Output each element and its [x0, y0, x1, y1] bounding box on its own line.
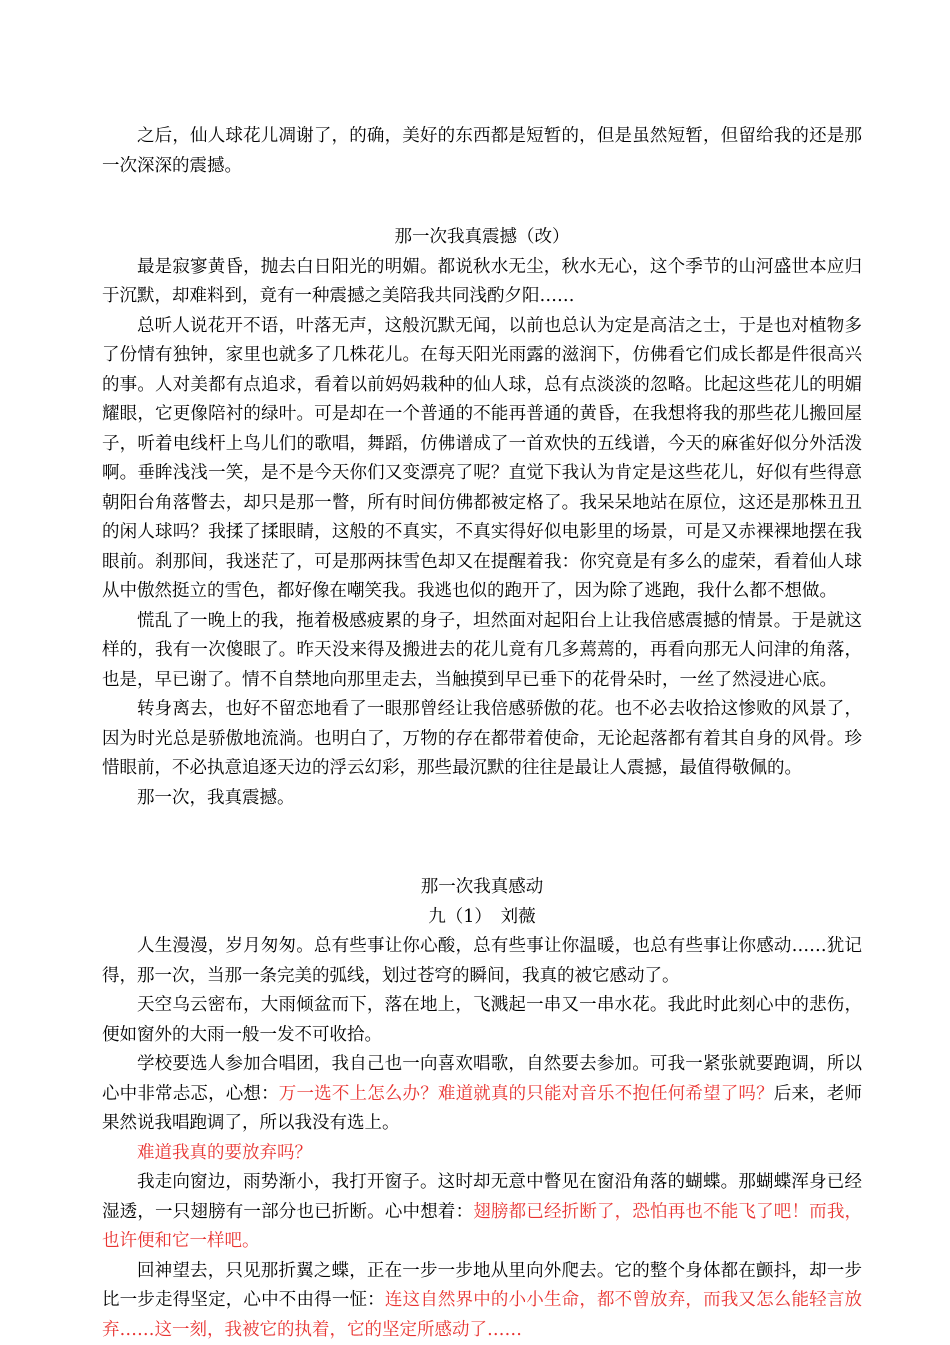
essay1-paragraph-3: 慌乱了一晚上的我，拖着极感疲累的身子，坦然面对起阳台上让我倍感震撼的情景。于是就这样的，我有一次傻眼了。昨天没来得及搬进去的花儿竟有几多蔫蔫的，再看向那无人问津的角落，也是，早已谢了。情不自禁地向那里走去，当触摸到早已垂下的花骨朵时，一丝了然浸进心底。: [102, 607, 862, 696]
section-gap: [102, 813, 862, 873]
highlighted-text: 连这自然界中的小小生命，都不曾放弃，而我又怎么能轻言放弃……这一刻，我被它的执着，它的坚定所感动了……: [102, 1290, 862, 1340]
essay1-paragraph-5: 那一次，我真震撼。: [102, 784, 862, 814]
continuation-paragraph: 之后，仙人球花儿凋谢了，的确，美好的东西都是短暂的，但是虽然短暂，但留给我的还是那一次深深的震撼。: [102, 122, 862, 181]
essay2-paragraph-1: 人生漫漫，岁月匆匆。总有些事让你心酸，总有些事让你温暖，也总有些事让你感动……犹记得，那一次，当那一条完美的弧线，划过苍穹的瞬间，我真的被它感动了。: [102, 932, 862, 991]
highlighted-text: 翅膀都已经折断了，恐怕再也不能飞了吧！而我，也许便和它一样吧。: [102, 1202, 862, 1252]
essay2-author: 九（1） 刘薇: [102, 903, 862, 933]
paragraph-text: 回神望去，只见那折翼之蝶，正在一步一步地从里向外爬去。它的整个身体都在颤抖，却一步比一步走得坚定，心中不由得一怔：: [102, 1261, 862, 1311]
essay1-paragraph-1: 最是寂寥黄昏，抛去白日阳光的明媚。都说秋水无尘，秋水无心，这个季节的山河盛世本应归于沉默，却难料到，竟有一种震撼之美陪我共同浅酌夕阳……: [102, 253, 862, 312]
essay2-paragraph-2: 天空乌云密布，大雨倾盆而下，落在地上，飞溅起一串又一串水花。我此时此刻心中的悲伤，便如窗外的大雨一般一发不可收拾。: [102, 991, 862, 1050]
essay2-paragraph-6: [102, 1257, 862, 1345]
section-gap: [102, 181, 862, 223]
highlighted-text: 万一选不上怎么办？难道就真的只能对音乐不抱任何希望了吗？: [279, 1084, 774, 1104]
essay1-paragraph-2: 总听人说花开不语，叶落无声，这般沉默无闻，以前也总认为定是高洁之士，于是也对植物多了份情有独钟，家里也就多了几株花儿。在每天阳光雨露的滋润下，仿佛看它们成长都是件很高兴的事。人对美都有点追求，看着以前妈妈栽种的仙人球，总有点淡淡的忽略。比起这些花儿的明媚耀眼，它更像陪衬的绿叶。可是却在一个普通的不能再普通的黄昏，在我想将我的那些花儿搬回屋子，听着电线杆上鸟儿们的歌唱，舞蹈，仿佛谱成了一首欢快的五线谱，今天的麻雀好似分外活泼啊。垂眸浅浅一笑，是不是今天你们又变漂亮了呢？直觉下我认为肯定是这些花儿，好似有些得意朝阳台角落瞥去，却只是那一瞥，所有时间仿佛都被定格了。我呆呆地站在原位，这还是那株丑丑的闲人球吗？我揉了揉眼睛，这般的不真实，不真实得好似电影里的场景，可是又赤裸裸地摆在我眼前。刹那间，我迷茫了，可是那两抹雪色却又在提醒着我：你究竟是有多么的虚荣，看着仙人球从中傲然挺立的雪色，都好像在嘲笑我。我逃也似的跑开了，因为除了逃跑，我什么都不想做。: [102, 312, 862, 607]
essay2-paragraph-3: [102, 1050, 862, 1139]
essay2-paragraph-5: [102, 1168, 862, 1257]
essay1-paragraph-4: 转身离去，也好不留恋地看了一眼那曾经让我倍感骄傲的花。也不必去收拾这惨败的风景了，因为时光总是骄傲地流淌。也明白了，万物的存在都带着使命，无论起落都有着其自身的风骨。珍惜眼前，不必执意追逐天边的浮云幻彩，那些最沉默的往往是最让人震撼，最值得敬佩的。: [102, 695, 862, 784]
paragraph-text: 我走向窗边，雨势渐小，我打开窗子。这时却无意中瞥见在窗沿角落的蝴蝶。那蝴蝶浑身已经湿透，一只翅膀有一部分也已折断。心中想着：: [102, 1172, 862, 1222]
paragraph-text: 后来，老师果然说我唱跑调了，所以我没有选上。: [102, 1084, 862, 1134]
paragraph-text: 学校要选人参加合唱团，我自己也一向喜欢唱歌，自然要去参加。可我一紧张就要跑调，所以心中非常忐忑，心想：: [102, 1054, 862, 1104]
essay2-title: 那一次我真感动: [102, 873, 862, 903]
document-page: [102, 122, 862, 1345]
essay1-title: 那一次我真震撼（改）: [102, 223, 862, 253]
essay2-paragraph-4: 难道我真的要放弃吗？: [102, 1139, 862, 1169]
